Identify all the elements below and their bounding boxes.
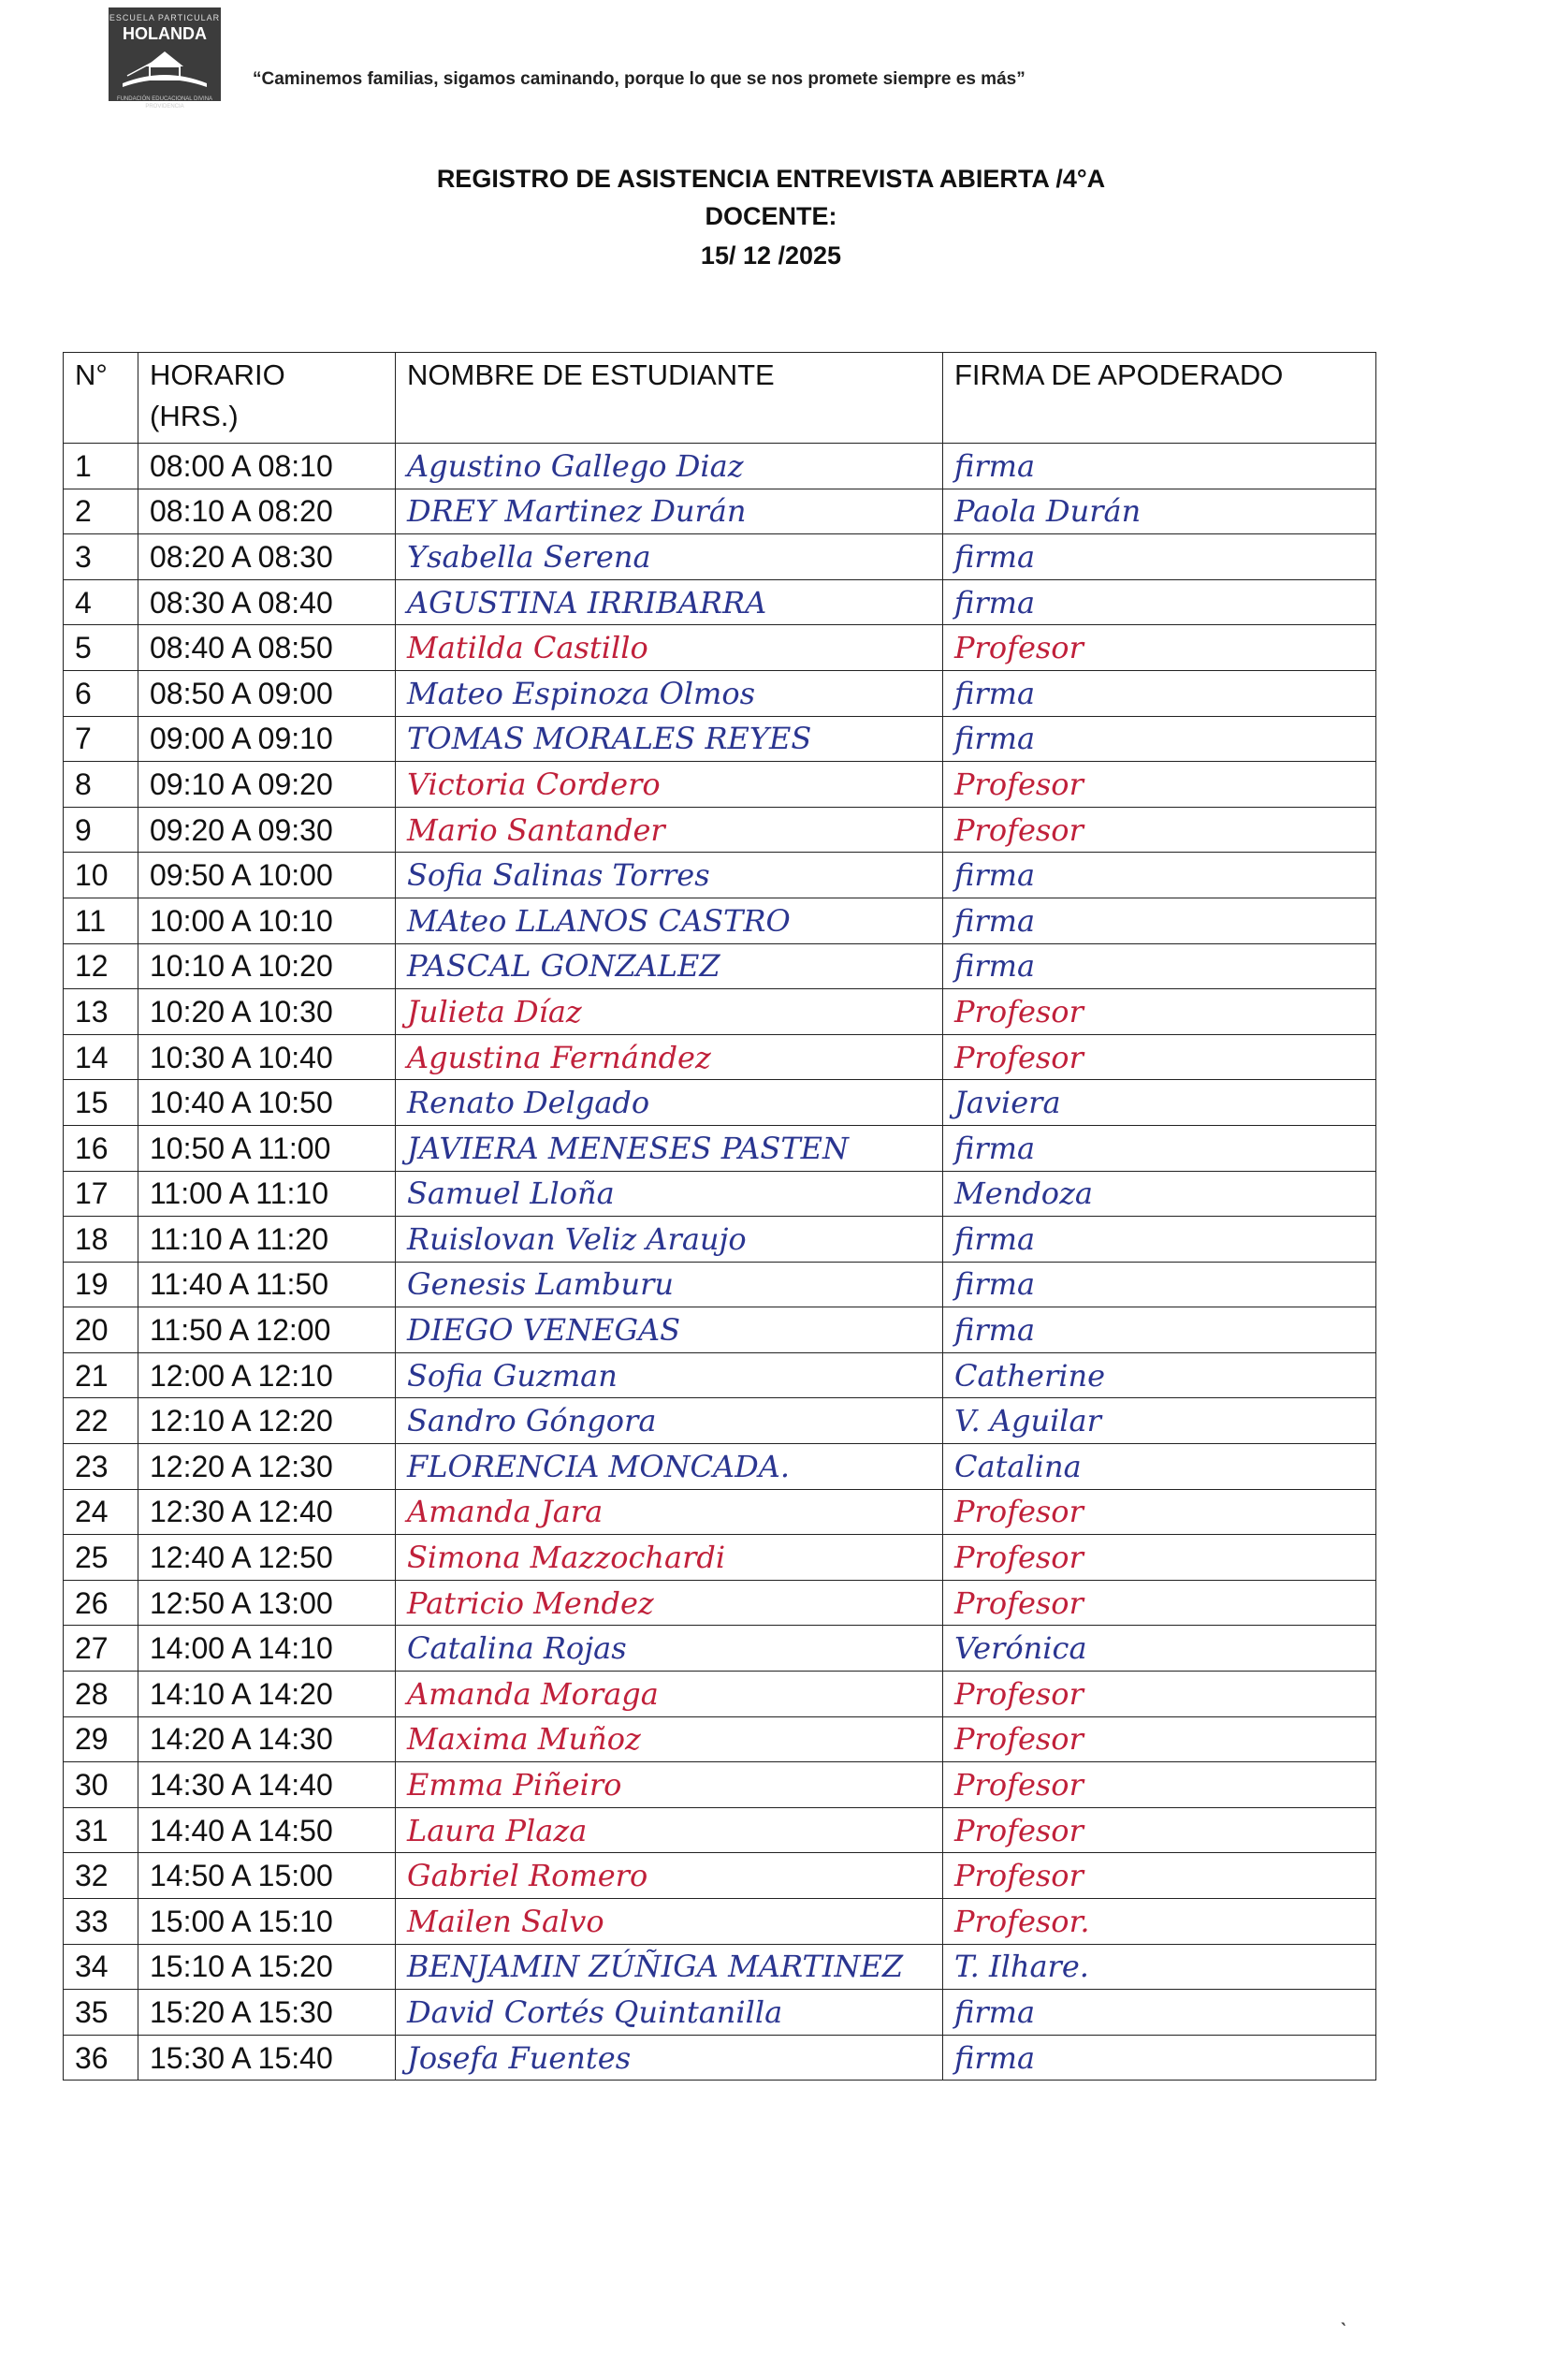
table-row: [64, 1307, 1376, 1353]
row-schedule: 14:30 A 14:40: [138, 1762, 396, 1808]
row-number: 23: [64, 1444, 138, 1490]
row-schedule: 10:20 A 10:30: [138, 989, 396, 1035]
column-header-student: NOMBRE DE ESTUDIANTE: [396, 353, 943, 444]
row-number: 8: [64, 762, 138, 808]
logo-name: HOLANDA: [123, 24, 207, 43]
book-logo-icon: [118, 48, 211, 89]
table-row: [64, 579, 1376, 625]
row-schedule: 08:30 A 08:40: [138, 579, 396, 625]
column-header-schedule: HORARIO (HRS.): [138, 353, 396, 444]
table-header-row: [64, 353, 1376, 444]
row-number: 34: [64, 1944, 138, 1990]
row-number: 6: [64, 670, 138, 716]
student-name: Mario Santander: [396, 807, 943, 853]
guardian-signature: Profesor: [943, 1535, 1376, 1581]
guardian-signature: firma: [943, 1990, 1376, 2036]
guardian-signature: firma: [943, 1262, 1376, 1307]
logo-foundation: FUNDACIÓN EDUCACIONAL DIVINA PROVIDENCIA: [116, 96, 213, 110]
table-row: [64, 1034, 1376, 1080]
guardian-signature: firma: [943, 579, 1376, 625]
student-name: Emma Piñeiro: [396, 1762, 943, 1808]
student-name: Josefa Fuentes: [396, 2035, 943, 2081]
guardian-signature: firma: [943, 1307, 1376, 1353]
guardian-signature: Profesor: [943, 1489, 1376, 1535]
table-row: [64, 625, 1376, 671]
guardian-signature: Javiera: [943, 1080, 1376, 1126]
table-row: [64, 853, 1376, 898]
table-row: [64, 2035, 1376, 2081]
student-name: Amanda Moraga: [396, 1672, 943, 1717]
table-row: [64, 1990, 1376, 2036]
page-title: REGISTRO DE ASISTENCIA ENTREVISTA ABIERTA /4°A: [436, 165, 1106, 193]
table-row: [64, 534, 1376, 580]
student-name: Matilda Castillo: [396, 625, 943, 671]
table-row: [64, 1217, 1376, 1263]
row-number: 10: [64, 853, 138, 898]
row-schedule: 14:20 A 14:30: [138, 1716, 396, 1762]
student-name: FLORENCIA MONCADA.: [396, 1444, 943, 1490]
table-row: [64, 1899, 1376, 1945]
row-number: 2: [64, 489, 138, 534]
table-row: [64, 1580, 1376, 1626]
guardian-signature: T. Ilhare.: [943, 1944, 1376, 1990]
table-row: [64, 1352, 1376, 1398]
row-schedule: 08:00 A 08:10: [138, 444, 396, 489]
row-number: 18: [64, 1217, 138, 1263]
row-schedule: 11:00 A 11:10: [138, 1171, 396, 1217]
table-row: [64, 1944, 1376, 1990]
guardian-signature: Profesor: [943, 807, 1376, 853]
row-number: 15: [64, 1080, 138, 1126]
row-schedule: 14:10 A 14:20: [138, 1672, 396, 1717]
row-schedule: 11:40 A 11:50: [138, 1262, 396, 1307]
row-number: 4: [64, 579, 138, 625]
row-schedule: 10:10 A 10:20: [138, 943, 396, 989]
row-number: 33: [64, 1899, 138, 1945]
guardian-signature: Profesor: [943, 1672, 1376, 1717]
table-row: [64, 1444, 1376, 1490]
student-name: Catalina Rojas: [396, 1626, 943, 1672]
guardian-signature: Catherine: [943, 1352, 1376, 1398]
column-header-signature: FIRMA DE APODERADO: [943, 353, 1376, 444]
guardian-signature: firma: [943, 853, 1376, 898]
table-row: [64, 716, 1376, 762]
row-schedule: 15:10 A 15:20: [138, 1944, 396, 1990]
student-name: Ruislovan Veliz Araujo: [396, 1217, 943, 1263]
row-schedule: 12:50 A 13:00: [138, 1580, 396, 1626]
student-name: Mailen Salvo: [396, 1899, 943, 1945]
row-number: 9: [64, 807, 138, 853]
table-row: [64, 943, 1376, 989]
guardian-signature: Profesor: [943, 1762, 1376, 1808]
row-schedule: 09:50 A 10:00: [138, 853, 396, 898]
row-schedule: 11:10 A 11:20: [138, 1217, 396, 1263]
student-name: TOMAS MORALES REYES: [396, 716, 943, 762]
guardian-signature: firma: [943, 670, 1376, 716]
row-number: 14: [64, 1034, 138, 1080]
table-row: [64, 1626, 1376, 1672]
table-row: [64, 489, 1376, 534]
guardian-signature: Profesor: [943, 1580, 1376, 1626]
student-name: Sofia Salinas Torres: [396, 853, 943, 898]
row-schedule: 10:50 A 11:00: [138, 1125, 396, 1171]
guardian-signature: firma: [943, 898, 1376, 943]
guardian-signature: Verónica: [943, 1626, 1376, 1672]
student-name: Gabriel Romero: [396, 1853, 943, 1899]
row-schedule: 11:50 A 12:00: [138, 1307, 396, 1353]
row-schedule: 10:30 A 10:40: [138, 1034, 396, 1080]
guardian-signature: firma: [943, 1217, 1376, 1263]
student-name: BENJAMIN ZÚÑIGA MARTINEZ: [396, 1944, 943, 1990]
guardian-signature: Paola Durán: [943, 489, 1376, 534]
row-number: 12: [64, 943, 138, 989]
guardian-signature: Profesor: [943, 1853, 1376, 1899]
table-row: [64, 1807, 1376, 1853]
row-schedule: 09:20 A 09:30: [138, 807, 396, 853]
row-schedule: 12:00 A 12:10: [138, 1352, 396, 1398]
table-row: [64, 1171, 1376, 1217]
table-row: [64, 1762, 1376, 1808]
student-name: DIEGO VENEGAS: [396, 1307, 943, 1353]
table-row: [64, 1262, 1376, 1307]
row-schedule: 09:10 A 09:20: [138, 762, 396, 808]
student-name: Mateo Espinoza Olmos: [396, 670, 943, 716]
date: 15/ 12 /2025: [700, 241, 842, 270]
student-name: Patricio Mendez: [396, 1580, 943, 1626]
student-name: Genesis Lamburu: [396, 1262, 943, 1307]
table-row: [64, 1080, 1376, 1126]
guardian-signature: Profesor: [943, 989, 1376, 1035]
student-name: JAVIERA MENESES PASTEN: [396, 1125, 943, 1171]
student-name: Laura Plaza: [396, 1807, 943, 1853]
table-row: [64, 1853, 1376, 1899]
student-name: Julieta Díaz: [396, 989, 943, 1035]
student-name: Agustino Gallego Diaz: [396, 444, 943, 489]
table-row: [64, 444, 1376, 489]
row-schedule: 09:00 A 09:10: [138, 716, 396, 762]
row-schedule: 12:20 A 12:30: [138, 1444, 396, 1490]
row-schedule: 15:20 A 15:30: [138, 1990, 396, 2036]
row-number: 22: [64, 1398, 138, 1444]
table-row: [64, 1489, 1376, 1535]
row-number: 17: [64, 1171, 138, 1217]
row-schedule: 10:00 A 10:10: [138, 898, 396, 943]
student-name: Simona Mazzochardi: [396, 1535, 943, 1581]
row-schedule: 14:00 A 14:10: [138, 1626, 396, 1672]
row-number: 11: [64, 898, 138, 943]
table-row: [64, 898, 1376, 943]
student-name: Renato Delgado: [396, 1080, 943, 1126]
guardian-signature: firma: [943, 534, 1376, 580]
guardian-signature: Profesor: [943, 1807, 1376, 1853]
row-number: 26: [64, 1580, 138, 1626]
row-number: 1: [64, 444, 138, 489]
row-schedule: 15:30 A 15:40: [138, 2035, 396, 2081]
row-number: 21: [64, 1352, 138, 1398]
student-name: Agustina Fernández: [396, 1034, 943, 1080]
guardian-signature: firma: [943, 716, 1376, 762]
row-number: 25: [64, 1535, 138, 1581]
row-number: 32: [64, 1853, 138, 1899]
student-name: DREY Martinez Durán: [396, 489, 943, 534]
row-schedule: 10:40 A 10:50: [138, 1080, 396, 1126]
row-schedule: 08:40 A 08:50: [138, 625, 396, 671]
row-number: 16: [64, 1125, 138, 1171]
guardian-signature: Profesor: [943, 625, 1376, 671]
student-name: AGUSTINA IRRIBARRA: [396, 579, 943, 625]
student-name: David Cortés Quintanilla: [396, 1990, 943, 2036]
row-number: 29: [64, 1716, 138, 1762]
student-name: Samuel Lloña: [396, 1171, 943, 1217]
row-schedule: 12:40 A 12:50: [138, 1535, 396, 1581]
row-schedule: 14:40 A 14:50: [138, 1807, 396, 1853]
guardian-signature: Profesor: [943, 1034, 1376, 1080]
row-number: 3: [64, 534, 138, 580]
table-row: [64, 1672, 1376, 1717]
row-number: 30: [64, 1762, 138, 1808]
guardian-signature: Profesor: [943, 762, 1376, 808]
row-schedule: 12:10 A 12:20: [138, 1398, 396, 1444]
guardian-signature: Catalina: [943, 1444, 1376, 1490]
guardian-signature: Profesor: [943, 1716, 1376, 1762]
student-name: Sandro Góngora: [396, 1398, 943, 1444]
column-header-number: N°: [64, 353, 138, 444]
guardian-signature: firma: [943, 2035, 1376, 2081]
logo-top-text: ESCUELA PARTICULAR: [109, 13, 221, 22]
table-row: [64, 807, 1376, 853]
guardian-signature: firma: [943, 1125, 1376, 1171]
table-row: [64, 762, 1376, 808]
row-schedule: 08:50 A 09:00: [138, 670, 396, 716]
row-number: 19: [64, 1262, 138, 1307]
row-number: 36: [64, 2035, 138, 2081]
guardian-signature: firma: [943, 444, 1376, 489]
guardian-signature: V. Aguilar: [943, 1398, 1376, 1444]
row-schedule: 08:10 A 08:20: [138, 489, 396, 534]
student-name: Victoria Cordero: [396, 762, 943, 808]
row-number: 31: [64, 1807, 138, 1853]
table-row: [64, 1535, 1376, 1581]
student-name: MAteo LLANOS CASTRO: [396, 898, 943, 943]
table-row: [64, 670, 1376, 716]
student-name: PASCAL GONZALEZ: [396, 943, 943, 989]
table-row: [64, 1398, 1376, 1444]
row-number: 7: [64, 716, 138, 762]
table-row: [64, 989, 1376, 1035]
student-name: Ysabella Serena: [396, 534, 943, 580]
guardian-signature: firma: [943, 943, 1376, 989]
student-name: Sofia Guzman: [396, 1352, 943, 1398]
school-logo: [109, 7, 221, 110]
row-number: 35: [64, 1990, 138, 2036]
guardian-signature: Profesor.: [943, 1899, 1376, 1945]
row-number: 24: [64, 1489, 138, 1535]
row-number: 5: [64, 625, 138, 671]
guardian-signature: Mendoza: [943, 1171, 1376, 1217]
row-number: 27: [64, 1626, 138, 1672]
student-name: Amanda Jara: [396, 1489, 943, 1535]
attendance-table: [63, 352, 1376, 2081]
row-schedule: 08:20 A 08:30: [138, 534, 396, 580]
row-number: 20: [64, 1307, 138, 1353]
motto: “Caminemos familias, sigamos caminando, porque lo que se nos promete siempre es más”: [253, 69, 1026, 89]
table-row: [64, 1716, 1376, 1762]
stray-mark: ˎ: [1340, 2299, 1348, 2327]
docente-label: DOCENTE:: [705, 202, 837, 230]
row-schedule: 15:00 A 15:10: [138, 1899, 396, 1945]
student-name: Maxima Muñoz: [396, 1716, 943, 1762]
row-number: 28: [64, 1672, 138, 1717]
row-schedule: 12:30 A 12:40: [138, 1489, 396, 1535]
row-schedule: 14:50 A 15:00: [138, 1853, 396, 1899]
row-number: 13: [64, 989, 138, 1035]
table-row: [64, 1125, 1376, 1171]
